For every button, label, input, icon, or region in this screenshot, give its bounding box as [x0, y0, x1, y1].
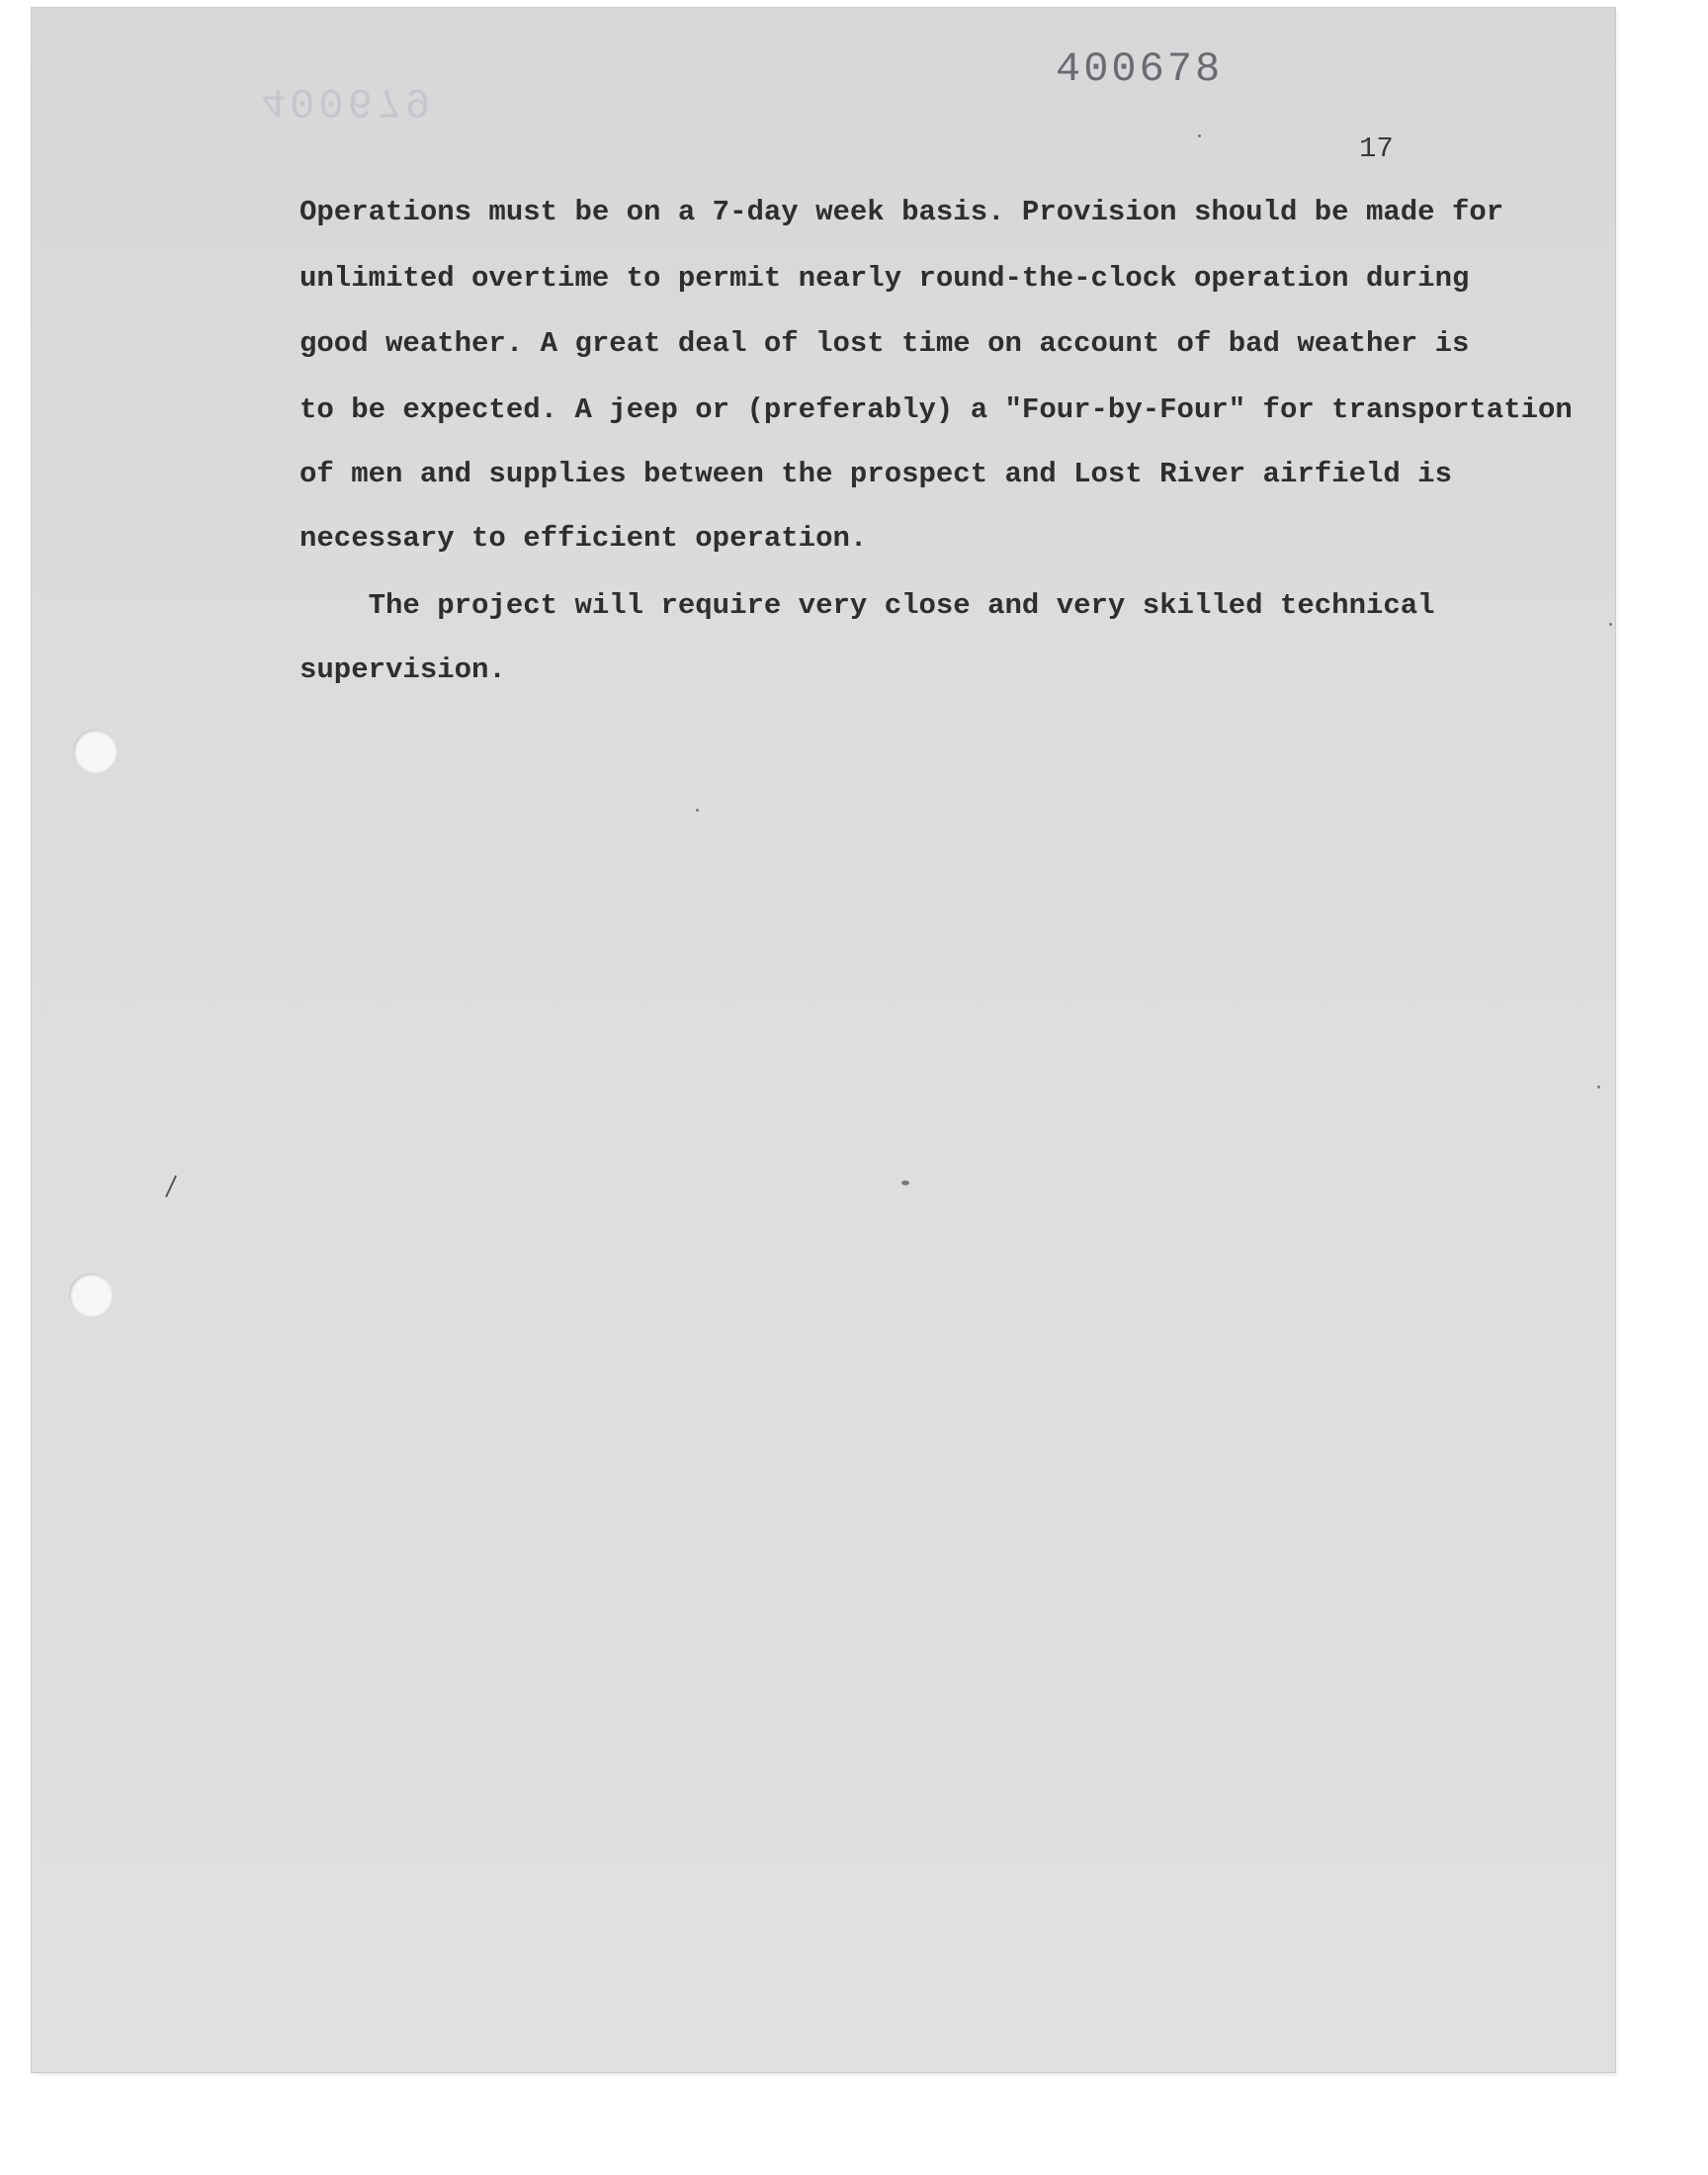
paragraph-1-line-3: good weather. A great deal of lost time on account of bad weather is: [299, 327, 1470, 360]
paragraph-1-line-5: of men and supplies between the prospect and Lost River airfield is: [299, 458, 1452, 490]
punch-hole-top: [73, 730, 117, 773]
document-page: [32, 8, 1615, 2072]
paragraph-1-line-4: to be expected. A jeep or (preferably) a "Four-by-Four" for transportation: [299, 393, 1573, 426]
pencil-mark: [165, 1175, 177, 1198]
paragraph-1-line-1: Operations must be on a 7-day week basis. Provision should be made for: [299, 196, 1504, 228]
paragraph-1-line-2: unlimited overtime to permit nearly round-the-clock operation during: [299, 262, 1470, 295]
speck: [696, 809, 699, 812]
page-number: 17: [1359, 132, 1394, 165]
paragraph-2-line-2: supervision.: [299, 653, 506, 686]
speck: [1198, 134, 1201, 137]
document-number-stamp: 400678: [1056, 45, 1224, 93]
bleed-through-number: 400679: [261, 77, 435, 125]
speck: [901, 1180, 909, 1185]
speck: [1609, 623, 1612, 626]
speck: [1597, 1086, 1600, 1088]
paragraph-1-line-6: necessary to efficient operation.: [299, 522, 868, 555]
paragraph-2-line-1: The project will require very close and very skilled technical: [299, 589, 1435, 622]
punch-hole-bottom: [69, 1273, 113, 1317]
